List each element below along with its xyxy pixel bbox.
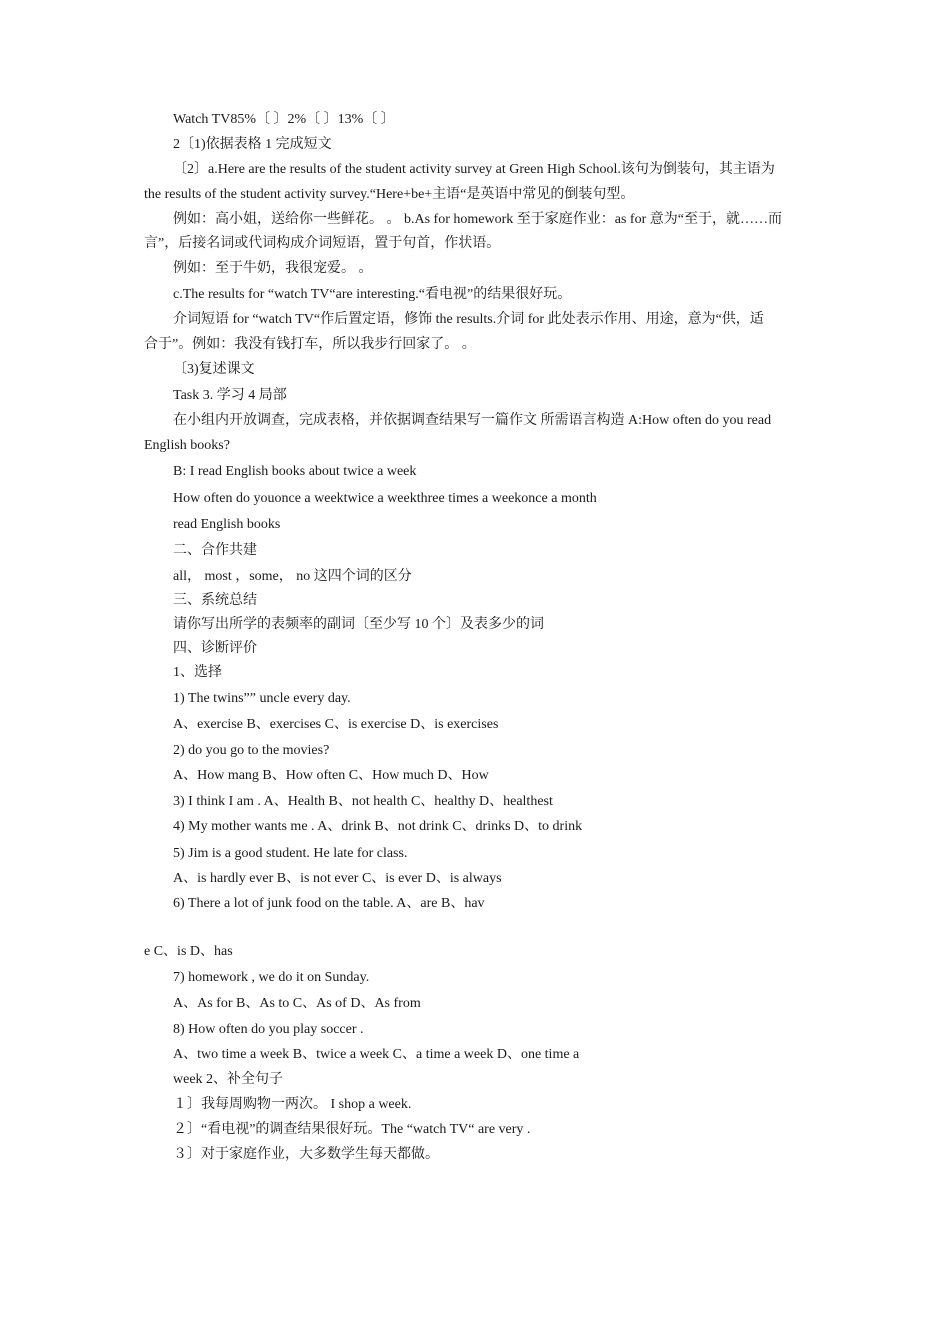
- text-line: all， most ，some， no 这四个词的区分: [173, 569, 412, 584]
- options-line: A、two time a week B、twice a week C、a time a week D、one time a: [173, 1047, 580, 1062]
- text-line: 例如：至于牛奶，我很宠爱。 。: [173, 261, 373, 276]
- text-line: 2〔1)依据表格 1 完成短文: [173, 137, 332, 152]
- text-line: week 2、补全句子: [173, 1072, 284, 1087]
- text-line: 1、选择: [173, 665, 222, 680]
- text-line: read English books: [173, 517, 281, 532]
- question-line: 8) How often do you play soccer .: [173, 1022, 364, 1037]
- section-heading: 二、合作共建: [173, 543, 257, 558]
- text-line: 合于”。例如：我没有钱打车，所以我步行回家了。 。: [144, 337, 476, 352]
- text-line: Watch TV85%〔 〕2%〔 〕13%〔 〕: [173, 112, 395, 127]
- question-line: 4) My mother wants me . A、drink B、not drink C、drinks D、to drink: [173, 819, 583, 834]
- text-line: 介词短语 for “watch TV“作后置定语，修饰 the results.介词 for 此处表示作用、用途，意为“供，适: [173, 312, 764, 327]
- section-heading: 四、诊断评价: [173, 641, 257, 656]
- options-line: A、How mang B、How often C、How much D、How: [173, 768, 489, 783]
- text-line: Task 3. 学习 4 局部: [173, 388, 287, 403]
- text-line: the results of the student activity survey.“Here+be+主语“是英语中常见的倒装句型。: [144, 187, 635, 202]
- text-line: B: I read English books about twice a week: [173, 464, 417, 479]
- options-line: A、exercise B、exercises C、is exercise D、is exercises: [173, 717, 499, 732]
- sentence-line: ３〕对于家庭作业，大多数学生每天都做。: [173, 1147, 439, 1162]
- options-line: A、As for B、As to C、As of D、As from: [173, 996, 421, 1011]
- options-line: A、is hardly ever B、is not ever C、is ever D、is always: [173, 871, 502, 886]
- text-line: 例如：高小姐，送给你一些鲜花。 。 b.As for homework 至于家庭作业：as for 意为“至于，就……而: [173, 212, 782, 227]
- text-line: c.The results for “watch TV“are interesting.“看电视”的结果很好玩。: [173, 287, 572, 302]
- text-line: 〔2〕a.Here are the results of the student activity survey at Green High School.该句为倒装句，其主语为: [173, 162, 775, 177]
- text-line: How often do youonce a weektwice a weekthree times a weekonce a month: [173, 491, 597, 506]
- options-line: e C、is D、has: [144, 944, 233, 959]
- question-line: 5) Jim is a good student. He late for class.: [173, 846, 408, 861]
- text-line: 言”，后接名词或代词构成介词短语，置于句首，作状语。: [144, 236, 501, 251]
- question-line: 7) homework , we do it on Sunday.: [173, 970, 370, 985]
- question-line: 1) The twins”” uncle every day.: [173, 691, 351, 706]
- section-heading: 三、系统总结: [173, 593, 257, 608]
- question-line: 6) There a lot of junk food on the table. A、are B、hav: [173, 896, 485, 911]
- question-line: 3) I think I am . A、Health B、not health C、healthy D、healthest: [173, 794, 553, 809]
- question-line: 2) do you go to the movies?: [173, 743, 330, 758]
- text-line: English books?: [144, 438, 230, 453]
- text-line: 在小组内开放调查，完成表格，并依据调查结果写一篇作文 所需语言构造 A:How often do you read: [173, 413, 772, 428]
- text-line: 请你写出所学的表频率的副词〔至少写 10 个〕及表多少的词: [173, 617, 544, 632]
- text-line: 〔3)复述课文: [173, 362, 255, 377]
- sentence-line: １〕我每周购物一两次。 I shop a week.: [173, 1097, 412, 1112]
- sentence-line: ２〕“看电视”的调查结果很好玩。The “watch TV“ are very .: [173, 1122, 531, 1137]
